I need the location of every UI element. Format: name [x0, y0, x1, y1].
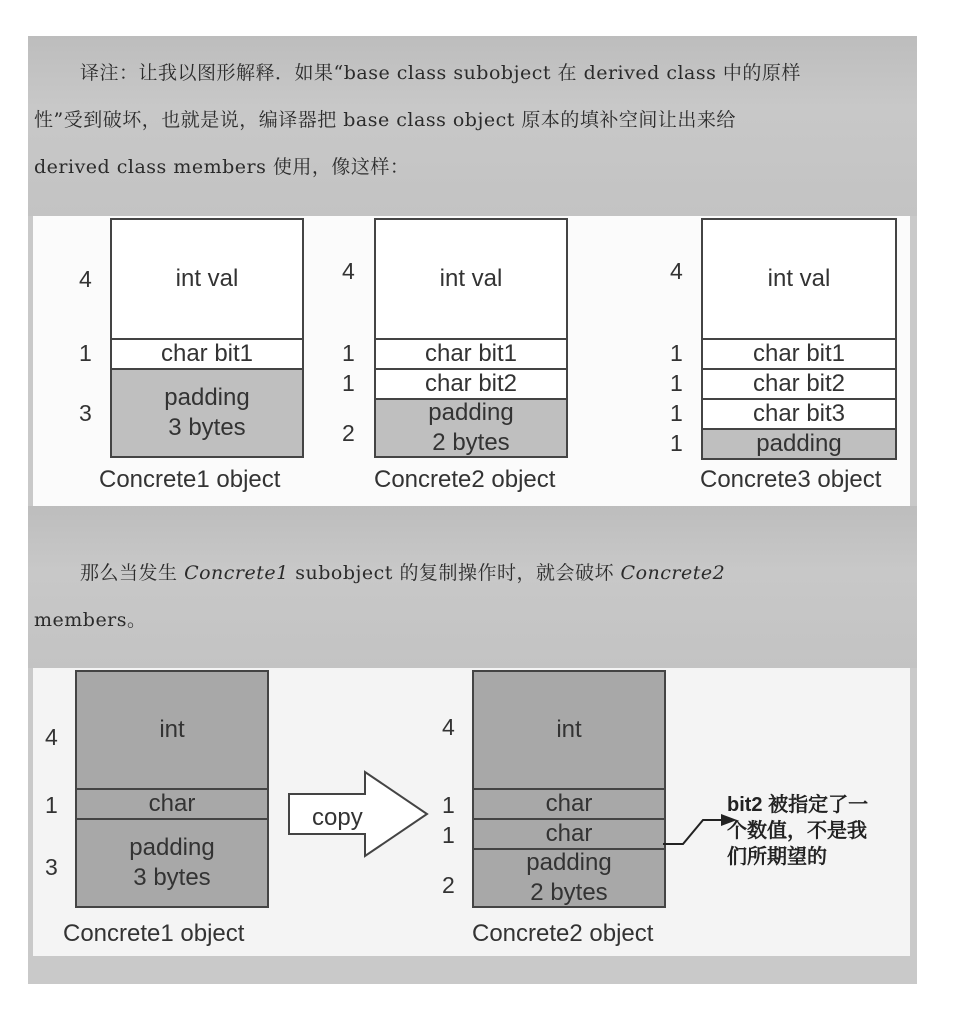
size-label: 1	[342, 340, 355, 366]
object-caption: Concrete2 object	[374, 466, 556, 493]
concrete2-term: Concrete2	[620, 562, 726, 584]
size-label: 1	[442, 822, 455, 848]
bit2-annotation: bit2 被指定了一 个数值，不是我 们所期望的	[727, 794, 869, 868]
concrete3-layout	[666, 216, 906, 506]
field-padding: padding 3 bytes	[75, 818, 269, 908]
field-char-bit1: char bit1	[110, 338, 304, 370]
size-label: 3	[79, 400, 92, 426]
field-int-val: int val	[110, 218, 304, 340]
size-label: 1	[79, 340, 92, 366]
intro-line-3: derived class members 使用，像这样：	[34, 156, 410, 178]
object-caption: Concrete2 object	[472, 920, 654, 947]
copy-diagram-panel	[33, 668, 910, 956]
copy-label: copy	[312, 804, 363, 831]
middle-paragraph	[34, 550, 910, 644]
object-caption: Concrete1 object	[63, 920, 245, 947]
size-label: 1	[670, 370, 683, 396]
field-padding: padding 2 bytes	[374, 398, 568, 458]
size-label: 1	[670, 430, 683, 456]
size-label: 1	[442, 792, 455, 818]
size-label: 1	[45, 792, 58, 818]
field-char-bit1: char bit1	[701, 338, 897, 370]
size-label: 2	[442, 872, 455, 898]
field-padding: padding 2 bytes	[472, 848, 666, 908]
object-caption: Concrete1 object	[99, 466, 281, 493]
concrete1-term: Concrete1	[184, 562, 289, 584]
field-char-bit2: char bit2	[374, 368, 568, 400]
size-label: 4	[442, 714, 455, 740]
field-char-bit2: char bit2	[701, 368, 897, 400]
field-int-val: int val	[374, 218, 568, 340]
size-label: 4	[45, 724, 58, 750]
field-char: char	[75, 788, 269, 820]
intro-paragraph	[34, 50, 910, 191]
concrete2-layout	[338, 216, 598, 506]
field-char-bit3: char bit3	[701, 398, 897, 430]
size-label: 1	[342, 370, 355, 396]
size-label: 2	[342, 420, 355, 446]
field-int: int	[75, 670, 269, 790]
concrete1-source	[43, 668, 293, 956]
size-label: 1	[670, 400, 683, 426]
middle-lead: 那么当发生	[80, 562, 178, 584]
intro-line-2: 性”受到破坏，也就是说，编译器把 base class object 原本的填补空间让出来给	[34, 109, 736, 131]
field-char: char	[472, 788, 666, 820]
field-int-val: int val	[701, 218, 897, 340]
size-label: 1	[670, 340, 683, 366]
field-padding: padding	[701, 428, 897, 460]
field-char-bit1: char bit1	[374, 338, 568, 370]
middle-line-2: members。	[34, 609, 147, 631]
middle-mid: subobject 的复制操作时，就会破坏	[295, 562, 614, 584]
concrete1-layout	[77, 216, 317, 506]
size-label: 3	[45, 854, 58, 880]
size-label: 4	[670, 258, 683, 284]
object-caption: Concrete3 object	[700, 466, 882, 493]
intro-line-1: 译注：让我以图形解释．如果“base class subobject 在 derived class 中的原样	[80, 62, 801, 84]
field-char-bit2: char	[472, 818, 666, 850]
size-label: 4	[342, 258, 355, 284]
field-padding: padding 3 bytes	[110, 368, 304, 458]
layout-diagram-panel	[33, 216, 910, 506]
size-label: 4	[79, 266, 92, 292]
field-int: int	[472, 670, 666, 790]
